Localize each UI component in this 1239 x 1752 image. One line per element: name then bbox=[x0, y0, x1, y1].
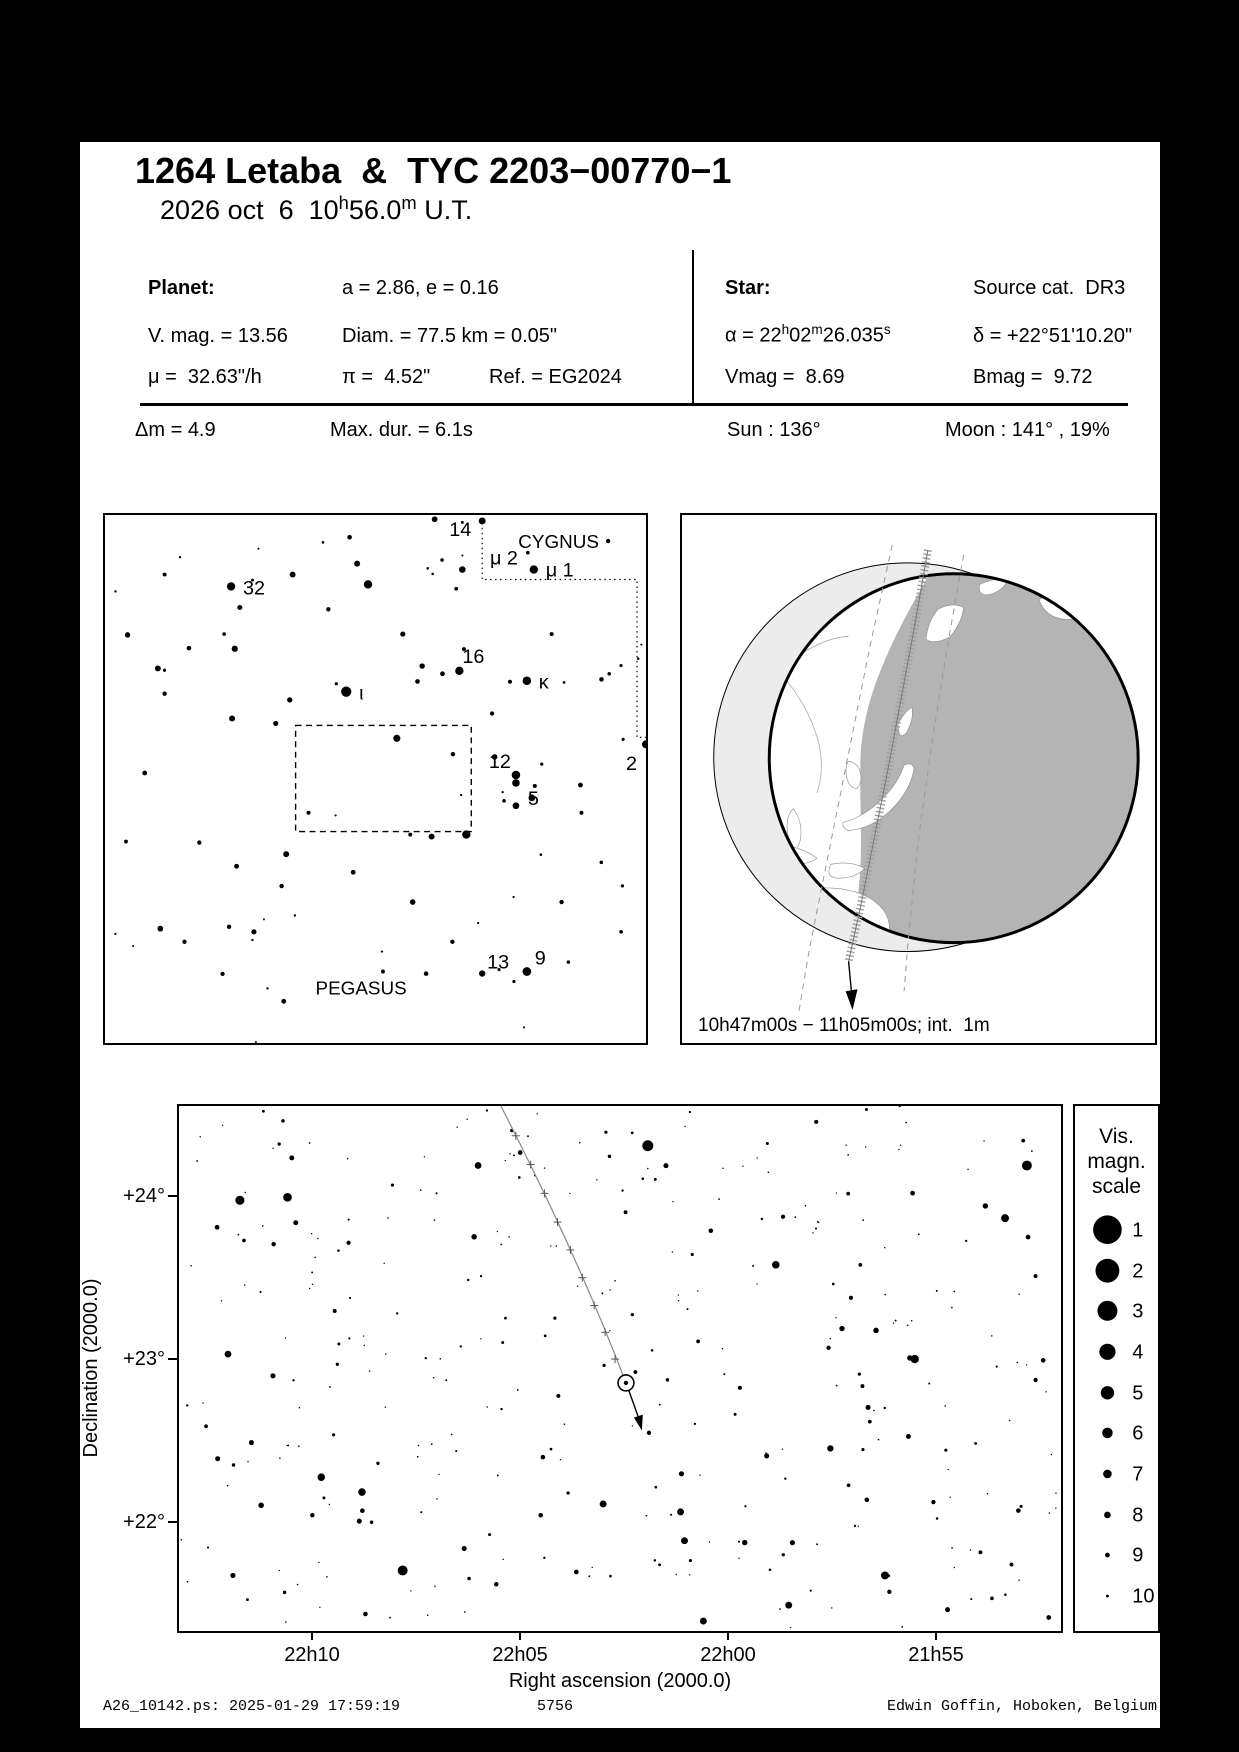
y-tick-label: +24° bbox=[123, 1185, 165, 1207]
y-tick-mark-24 bbox=[168, 1195, 177, 1197]
x-tick-mark-22h05 bbox=[519, 1631, 521, 1640]
path-direction-arrow-head bbox=[846, 989, 858, 1010]
legend-entries bbox=[1093, 1215, 1154, 1607]
svg-text:ι: ι bbox=[359, 682, 364, 705]
finder-chart bbox=[105, 515, 646, 1043]
svg-text:6: 6 bbox=[1132, 1422, 1144, 1445]
star-vmag: Vmag = 8.69 bbox=[725, 366, 845, 388]
info-divider bbox=[692, 250, 694, 405]
y-axis-title: Declination (2000.0) bbox=[80, 1278, 102, 1458]
footer-page-number: 5756 bbox=[536, 1698, 573, 1715]
svg-text:κ: κ bbox=[538, 671, 549, 694]
asteroid-track bbox=[501, 1106, 626, 1383]
constellation-label-pegasus: PEGASUS bbox=[315, 977, 407, 999]
svg-text:14: 14 bbox=[449, 518, 472, 541]
planet-parallax: π = 4.52" bbox=[342, 366, 431, 388]
svg-text:1: 1 bbox=[1132, 1219, 1144, 1242]
footer-author: Edwin Goffin, Hoboken, Belgium bbox=[886, 1698, 1157, 1715]
detail-star-chart bbox=[179, 1106, 1061, 1631]
svg-text:8: 8 bbox=[1132, 1504, 1144, 1527]
svg-text:4: 4 bbox=[1132, 1341, 1144, 1364]
x-tick-mark-22h10 bbox=[311, 1631, 313, 1640]
motion-arrow-head bbox=[634, 1415, 643, 1431]
svg-text:32: 32 bbox=[243, 577, 266, 600]
detail-random-starfield bbox=[181, 1106, 1057, 1628]
path-direction-arrow-shaft bbox=[849, 961, 852, 993]
info-rule bbox=[140, 403, 1128, 406]
planet-heading: Planet: bbox=[148, 277, 215, 299]
detail-chart-panel bbox=[177, 1104, 1063, 1633]
y-tick-mark-23 bbox=[168, 1358, 177, 1360]
svg-text:μ 2: μ 2 bbox=[489, 547, 518, 570]
planet-vmag: V. mag. = 13.56 bbox=[148, 325, 288, 347]
svg-text:3: 3 bbox=[1132, 1300, 1144, 1323]
event-magnitude-drop: Δm = 4.9 bbox=[135, 419, 216, 441]
svg-text:7: 7 bbox=[1132, 1463, 1144, 1486]
legend-title: Vis. magn. scale bbox=[1087, 1125, 1146, 1198]
page-title: 1264 Letaba & TYC 2203−00770−1 bbox=[135, 150, 732, 191]
x-axis-title: Right ascension (2000.0) bbox=[508, 1670, 732, 1692]
finder-named-stars bbox=[227, 517, 646, 976]
event-max-duration: Max. dur. = 6.1s bbox=[330, 419, 473, 441]
y-tick-label: +22° bbox=[123, 1511, 165, 1533]
svg-text:5: 5 bbox=[527, 787, 539, 810]
x-tick-label: 22h00 bbox=[700, 1644, 756, 1666]
finder-chart-panel bbox=[103, 513, 648, 1045]
star-bmag: Bmag = 9.72 bbox=[973, 366, 1093, 388]
y-tick-label: +23° bbox=[123, 1348, 165, 1370]
svg-text:μ 1: μ 1 bbox=[545, 559, 574, 582]
star-source-catalog: Source cat. DR3 bbox=[973, 277, 1126, 299]
svg-text:9: 9 bbox=[534, 947, 546, 970]
occultation-globe bbox=[682, 515, 1155, 1043]
finder-random-starfield bbox=[114, 516, 642, 1043]
x-tick-label: 22h05 bbox=[492, 1644, 548, 1666]
x-tick-label: 22h10 bbox=[284, 1644, 340, 1666]
svg-text:16: 16 bbox=[462, 645, 485, 668]
target-star-dot bbox=[624, 1381, 628, 1385]
planet-orbit: a = 2.86, e = 0.16 bbox=[342, 277, 499, 299]
x-tick-mark-22h00 bbox=[727, 1631, 729, 1640]
svg-text:10: 10 bbox=[1132, 1585, 1155, 1608]
globe-panel bbox=[680, 513, 1157, 1045]
star-right-ascension: $\alpha = 22^h02^m26.035^s$ bbox=[725, 322, 891, 347]
event-moon-elongation: Moon : 141° , 19% bbox=[945, 419, 1110, 441]
path-time-range-caption: 10h47m00s − 11h05m00s; int. 1m bbox=[698, 1015, 990, 1036]
star-declination: δ = +22°51'10.20" bbox=[973, 325, 1133, 347]
event-sun-elongation: Sun : 136° bbox=[727, 419, 821, 441]
planet-diameter: Diam. = 77.5 km = 0.05" bbox=[342, 325, 557, 347]
finder-extra-stars bbox=[142, 561, 624, 1004]
svg-text:9: 9 bbox=[1132, 1544, 1144, 1567]
svg-text:2: 2 bbox=[625, 753, 638, 776]
x-tick-label: 21h55 bbox=[908, 1644, 964, 1666]
x-tick-mark-21h55 bbox=[935, 1631, 937, 1640]
footer-filename: A26_10142.ps: 2025-01-29 17:59:19 bbox=[103, 1698, 401, 1715]
track-time-ticks bbox=[512, 1132, 619, 1363]
svg-text:13: 13 bbox=[487, 951, 510, 974]
svg-text:2: 2 bbox=[1132, 1260, 1144, 1283]
detail-field-outline bbox=[296, 725, 472, 831]
y-tick-mark-22 bbox=[168, 1521, 177, 1523]
prediction-sheet bbox=[80, 142, 1160, 1728]
svg-text:12: 12 bbox=[488, 751, 511, 774]
star-heading: Star: bbox=[725, 277, 771, 299]
constellation-label-cygnus: CYGNUS bbox=[518, 530, 599, 552]
svg-text:5: 5 bbox=[1132, 1382, 1144, 1405]
magnitude-legend-panel bbox=[1073, 1104, 1160, 1633]
event-datetime: 2026 oct 6 10$^h$56.0$^m$ U.T. bbox=[160, 192, 473, 225]
legend-scale bbox=[1075, 1106, 1158, 1631]
motion-arrow-shaft bbox=[629, 1391, 639, 1419]
planet-motion: μ = 32.63"/h bbox=[148, 366, 262, 388]
planet-reference: Ref. = EG2024 bbox=[489, 366, 622, 388]
